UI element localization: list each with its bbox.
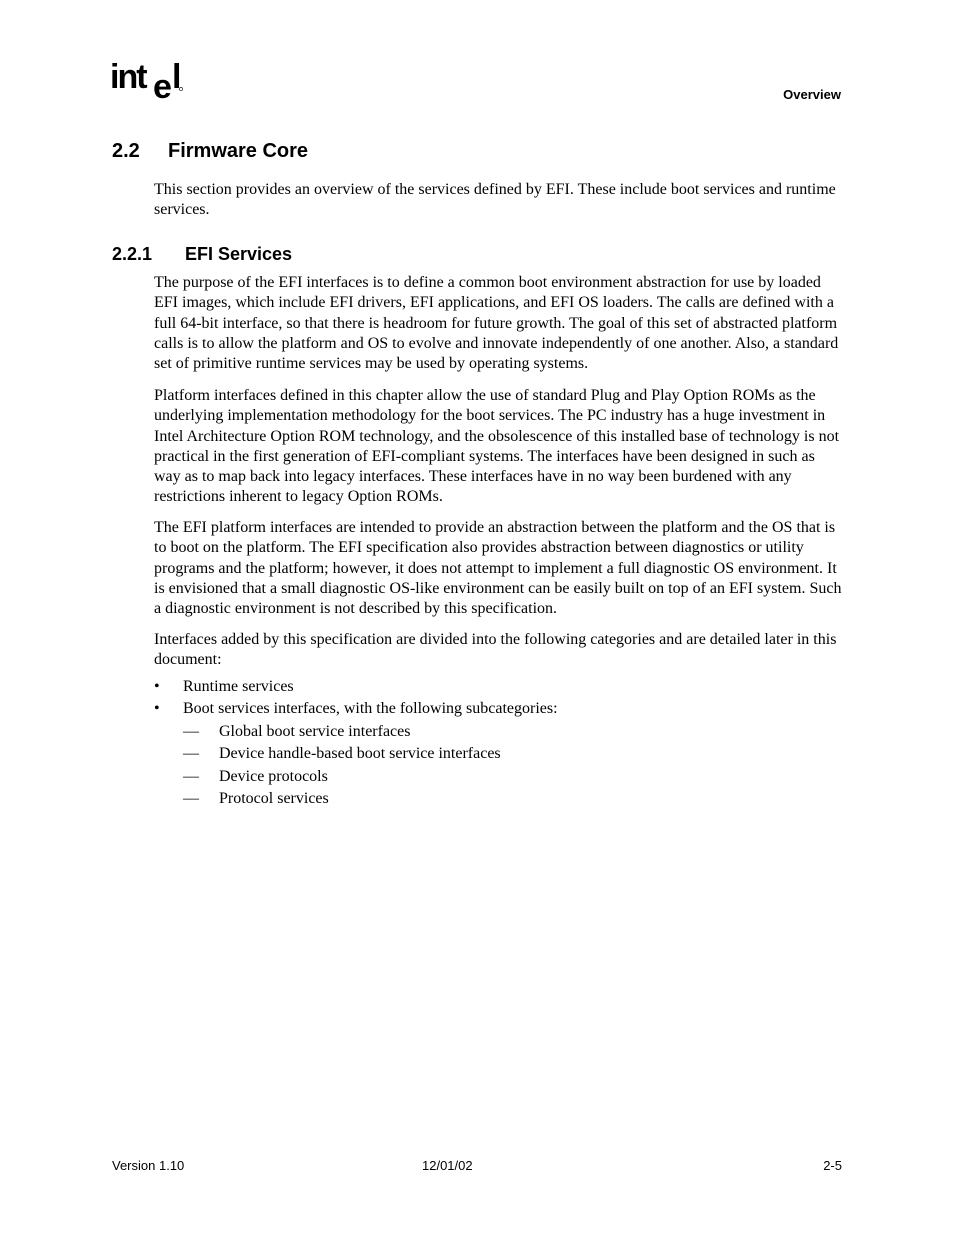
sublist-item-text: Protocol services [219, 790, 329, 808]
intel-logo [110, 58, 190, 104]
running-header: Overview [783, 87, 841, 102]
dash-icon: — [183, 767, 199, 785]
paragraph-2: Platform interfaces defined in this chapter allow the use of standard Plug and Play Option ROMs as the underlying implementation methodology for the boot services. The PC industry has a huge investment in Intel Architecture Option ROM technology, and the obsolescence of this installed base of technology is not practical in the first generation of EFI-compliant systems. The interfaces have been designed in such as way as to map back into legacy interfaces. These interfaces have in no way been burdened with any restrictions inherent to legacy Option ROMs. [154, 387, 840, 506]
svg-text:e: e [153, 68, 172, 104]
sublist-item [183, 766, 844, 788]
sublist-item [183, 788, 844, 810]
subcategories-list [183, 721, 844, 811]
sublist-item [183, 743, 844, 765]
footer-page-number: 2-5 [823, 1158, 842, 1173]
section-title: Firmware Core [168, 140, 309, 162]
sublist-item-text: Device protocols [219, 767, 328, 785]
intel-logo-wordmark: int [110, 58, 146, 96]
footer-date: 12/01/02 [422, 1158, 473, 1173]
sublist-item [183, 721, 844, 743]
section-heading [112, 140, 308, 163]
footer-version: Version 1.10 [112, 1158, 185, 1173]
paragraph-4: Interfaces added by this specification are divided into the following categories and are detailed later in this document: [154, 631, 837, 669]
svg-text:l: l [172, 58, 182, 96]
list-item-text: Boot services interfaces, with the following subcategories: [183, 700, 558, 718]
section-number: 2.2 [112, 140, 140, 162]
section-intro: This section provides an overview of the services defined by EFI. These include boot services and runtime services. [154, 181, 836, 219]
paragraph-3: The EFI platform interfaces are intended to provide an abstraction between the platform and the OS that is to boot on the platform. The EFI specification also provides abstraction between diagnostics or utility programs and the platform; however, it does not attempt to implement a full diagnostic OS environment. It is envisioned that a small diagnostic OS-like environment can be easily built on top of an EFI system. Such a diagnostic environment is not described by this specification. [154, 519, 842, 618]
subsection-title: EFI Services [185, 244, 293, 264]
subsection-number: 2.2.1 [112, 244, 153, 264]
subsection-heading [112, 244, 292, 265]
categories-list [154, 676, 844, 810]
dash-icon: — [183, 790, 199, 808]
sublist-item-text: Device handle-based boot service interfaces [219, 745, 501, 763]
bullet-icon: • [154, 700, 160, 718]
dash-icon: — [183, 745, 199, 763]
dash-icon: — [183, 722, 199, 740]
sublist-item-text: Global boot service interfaces [219, 722, 411, 740]
list-item [154, 676, 844, 698]
list-item [154, 698, 844, 810]
paragraph-1: The purpose of the EFI interfaces is to define a common boot environment abstraction for use by loaded EFI images, which include EFI drivers, EFI applications, and EFI OS loaders. The calls are defined with a full 64-bit interface, so that there is headroom for future growth. The goal of this set of abstracted platform calls is to allow the platform and OS to evolve and innovate independently of one another. Also, a standard set of primitive runtime services may be used by operating systems. [154, 274, 839, 373]
list-item-text: Runtime services [183, 678, 294, 695]
bullet-icon: • [154, 678, 160, 695]
